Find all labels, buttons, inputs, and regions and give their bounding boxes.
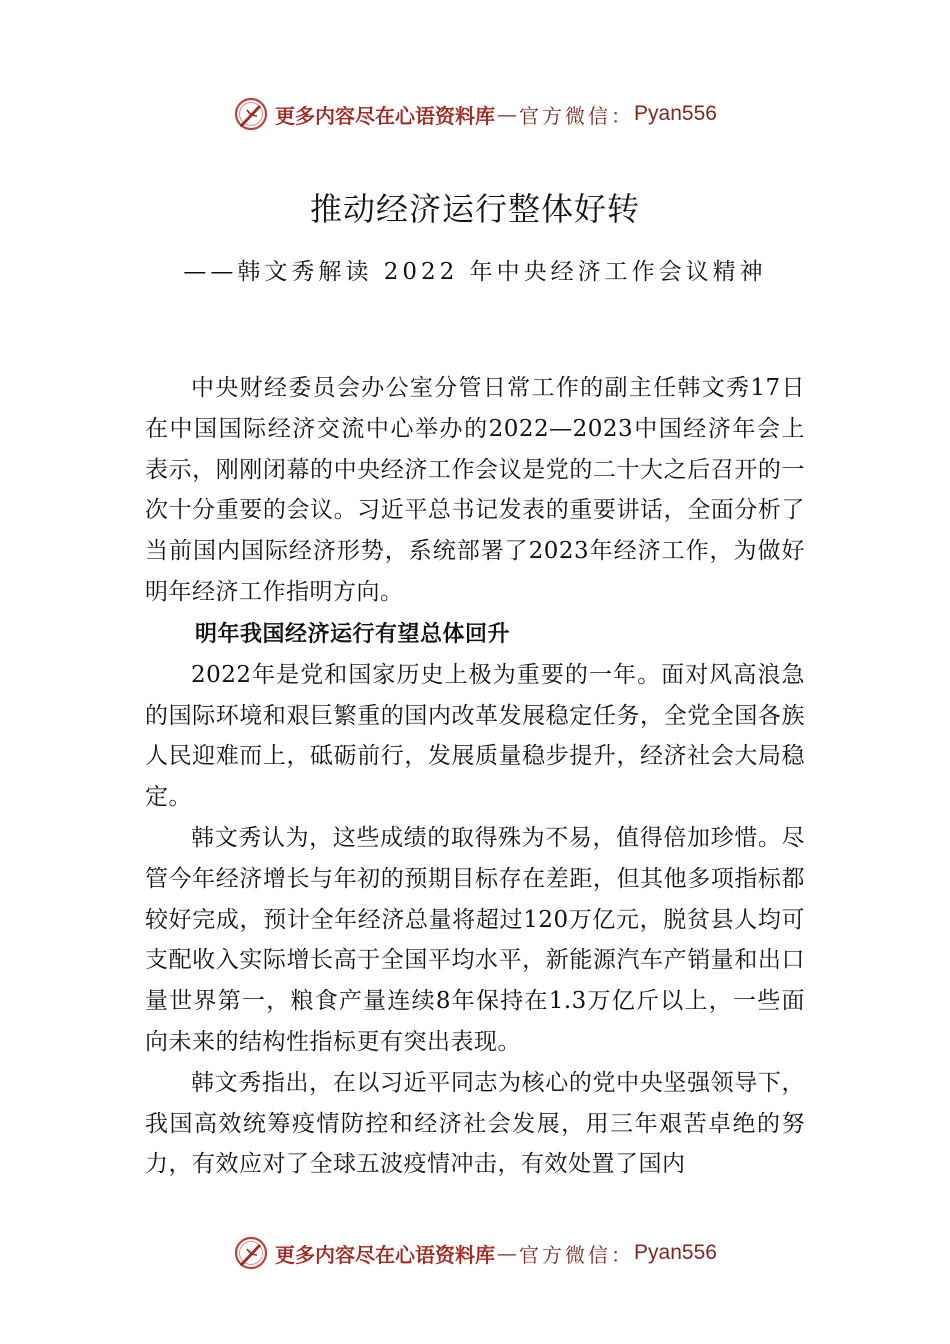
watermark-brand: 更多内容尽在心语资料库 <box>275 103 496 128</box>
document-body <box>145 368 805 1185</box>
watermark-banner-top <box>0 94 950 134</box>
body-paragraph: 韩文秀认为，这些成绩的取得殊为不易，值得倍加珍惜。尽管今年经济增长与年初的预期目标存在差距，但其他多项指标都较好完成，预计全年经济总量将超过120万亿元，脱贫县人均可支配收入实际增长高于全国平均水平，新能源汽车产销量和出口量世界第一，粮食产量连续8年保持在1.3万亿斤以上，一些面向未来的结构性指标更有突出表现。 <box>145 824 805 1055</box>
body-paragraph: 韩文秀指出，在以习近平同志为核心的党中央坚强领导下，我国高效统筹疫情防控和经济社会发展，用三年艰苦卓绝的努力，有效应对了全球五波疫情冲击，有效处置了国内 <box>145 1069 805 1178</box>
watermark-dash: — <box>497 102 518 126</box>
watermark-banner-bottom <box>0 1233 950 1273</box>
document-subtitle: ——韩文秀解读 2022 年中央经济工作会议精神 <box>183 259 767 285</box>
watermark-wechat-id: Pyan556 <box>634 102 717 125</box>
pen-seal-logo-icon <box>233 1235 269 1271</box>
watermark-brand: 更多内容尽在心语资料库 <box>275 1242 496 1267</box>
body-paragraph: 中央财经委员会办公室分管日常工作的副主任韩文秀17日在中国国际经济交流中心举办的2022—2023中国经济年会上表示，刚刚闭幕的中央经济工作会议是党的二十大之后召开的一次十分重要的会议。习近平总书记发表的重要讲话，全面分析了当前国内国际经济形势，系统部署了2023年经济工作，为做好明年经济工作指明方向。 <box>145 375 805 605</box>
document-title: 推动经济运行整体好转 <box>309 190 640 228</box>
watermark-wechat-label: 官方微信： <box>519 1242 635 1267</box>
watermark-wechat-id: Pyan556 <box>634 1241 717 1264</box>
watermark-dash: — <box>497 1241 518 1265</box>
watermark-wechat-label: 官方微信： <box>519 103 635 128</box>
pen-seal-logo-icon <box>233 96 269 132</box>
section-heading: 明年我国经济运行有望总体回升 <box>195 621 511 647</box>
body-paragraph: 2022年是党和国家历史上极为重要的一年。面对风高浪急的国际环境和艰巨繁重的国内改革发展稳定任务，全党全国各族人民迎难而上，砥砺前行，发展质量稳步提升，经济社会大局稳定。 <box>145 661 805 811</box>
